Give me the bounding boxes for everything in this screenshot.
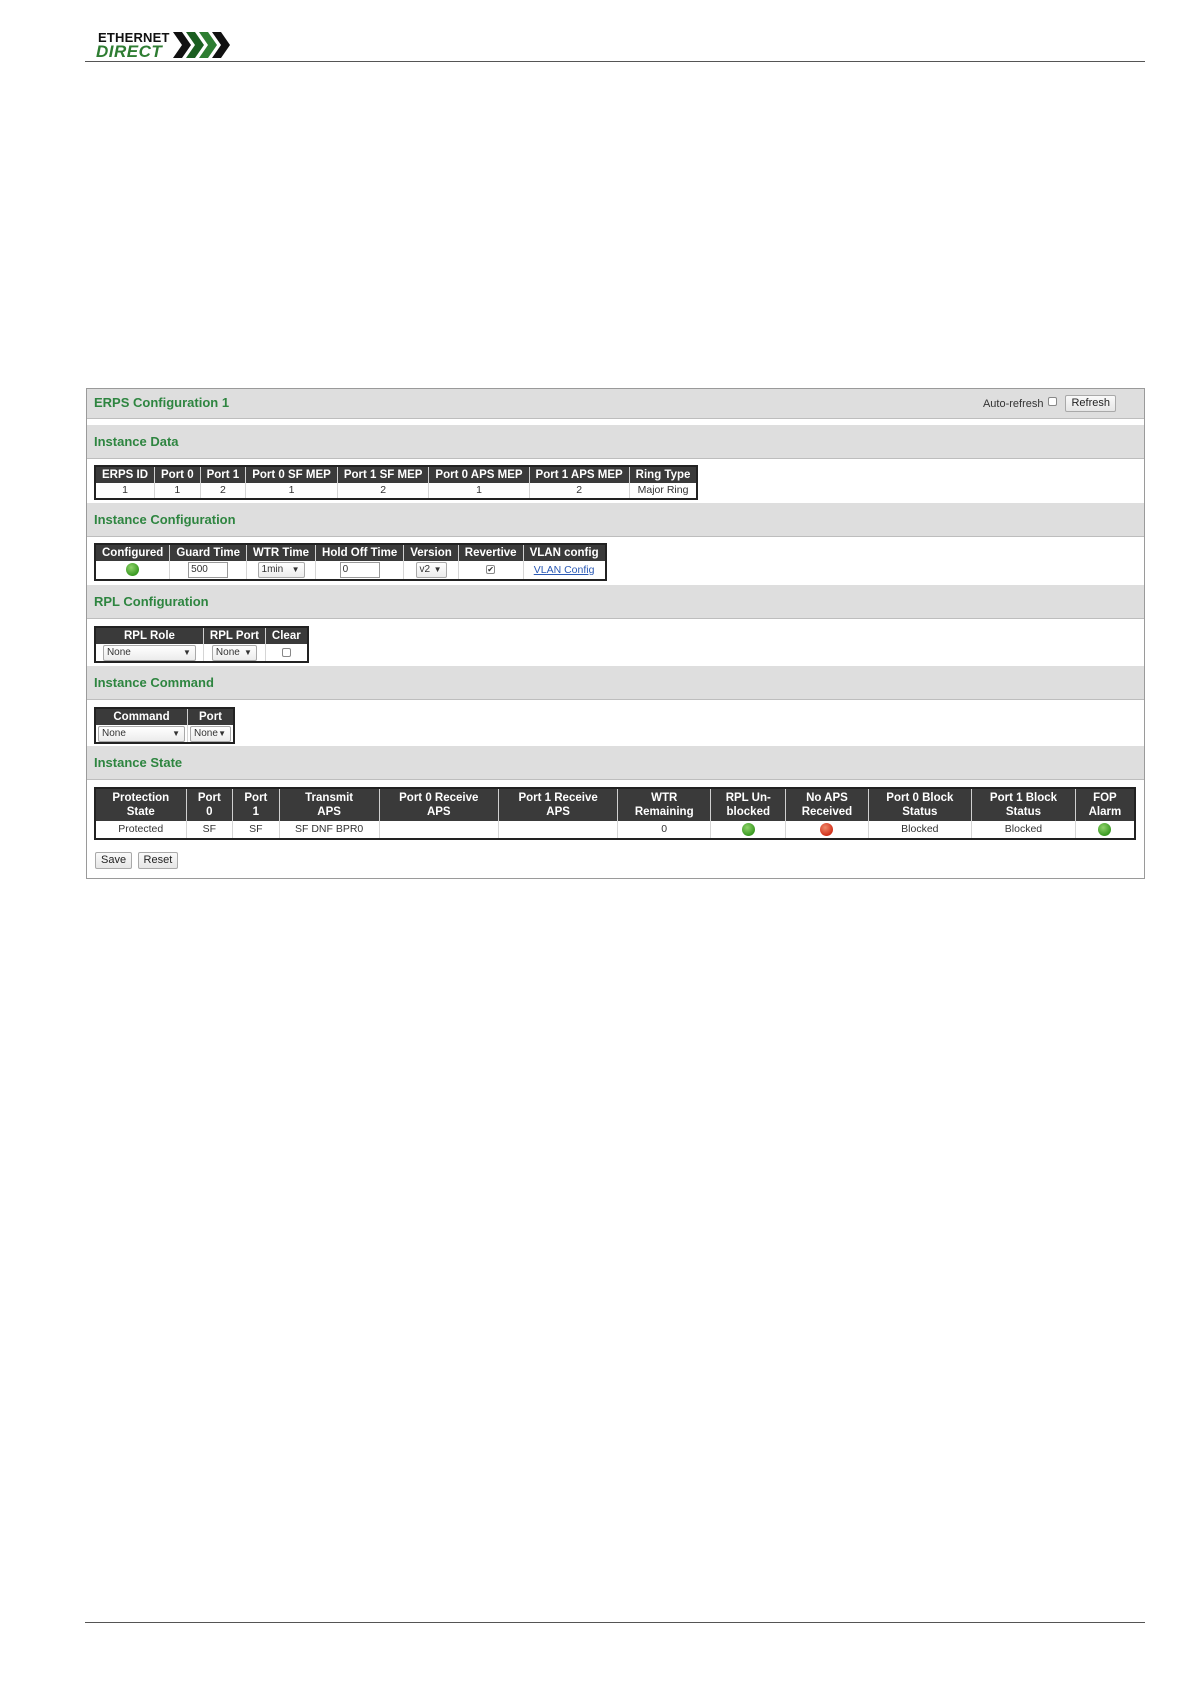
port0-value: 1 bbox=[155, 483, 201, 499]
rpl-role-value: None bbox=[106, 646, 131, 658]
port0-block-status-value: Blocked bbox=[868, 821, 972, 839]
header-line: Port 0 Block bbox=[886, 792, 954, 804]
header-line: Status bbox=[1005, 806, 1042, 818]
instance-data-table bbox=[94, 465, 698, 500]
col-port0: Port 0 bbox=[155, 466, 201, 483]
col-protection-state bbox=[95, 788, 186, 821]
instance-configuration-bar bbox=[87, 503, 1144, 537]
header-line: APS bbox=[546, 806, 570, 818]
table-header-row bbox=[95, 544, 606, 561]
header-line: Status bbox=[902, 806, 938, 818]
col-rpl-unblocked bbox=[711, 788, 786, 821]
chevron-down-icon: ▼ bbox=[172, 728, 180, 738]
save-button[interactable]: Save bbox=[95, 852, 132, 869]
erps-id-value: 1 bbox=[95, 483, 155, 499]
protection-state-value: Protected bbox=[95, 821, 186, 839]
no-aps-received-cell bbox=[786, 821, 868, 839]
col-ring-type: Ring Type bbox=[629, 466, 697, 483]
col-command: Command bbox=[95, 708, 188, 725]
configured-status-icon bbox=[126, 563, 139, 576]
logo-line-1: ETHERNET bbox=[98, 30, 170, 45]
instance-state-bar bbox=[87, 746, 1144, 780]
col-fop-alarm bbox=[1075, 788, 1135, 821]
col-rpl-role: RPL Role bbox=[95, 627, 203, 644]
panel-title-bar bbox=[87, 389, 1144, 419]
table-header-row bbox=[95, 788, 1135, 821]
col-port1-aps-mep: Port 1 APS MEP bbox=[529, 466, 629, 483]
revertive-checkbox[interactable] bbox=[486, 565, 495, 574]
command-port-select[interactable] bbox=[190, 726, 231, 742]
header-line: RPL Un- bbox=[725, 792, 771, 804]
header-divider bbox=[85, 61, 1145, 62]
guard-time-cell bbox=[170, 561, 247, 580]
state-port1-value: SF bbox=[233, 821, 280, 839]
panel-title: ERPS Configuration 1 bbox=[94, 395, 230, 410]
chevron-down-icon: ▼ bbox=[433, 565, 442, 574]
hold-off-time-input[interactable]: 0 bbox=[340, 562, 380, 578]
header-line: Port bbox=[244, 792, 268, 804]
footer-divider bbox=[85, 1622, 1145, 1623]
rpl-port-cell bbox=[203, 644, 265, 662]
col-wtr-time: WTR Time bbox=[247, 544, 316, 561]
table-row bbox=[95, 644, 308, 662]
version-value: v2 bbox=[419, 564, 431, 575]
rpl-configuration-title: RPL Configuration bbox=[94, 594, 209, 609]
guard-time-input[interactable]: 500 bbox=[188, 562, 228, 578]
header-line: Alarm bbox=[1088, 806, 1122, 818]
table-header-row bbox=[95, 708, 234, 725]
instance-configuration-table bbox=[94, 543, 607, 581]
table-row bbox=[95, 725, 234, 743]
header-line: Port 1 Receive bbox=[518, 792, 598, 804]
header-line: Port 1 Block bbox=[989, 792, 1058, 804]
port1-sf-mep-value: 2 bbox=[337, 483, 429, 499]
version-cell bbox=[404, 561, 459, 580]
rpl-configuration-table bbox=[94, 626, 309, 663]
port0-sf-mep-value: 1 bbox=[246, 483, 338, 499]
clear-cell bbox=[265, 644, 307, 662]
col-wtr-remaining bbox=[618, 788, 711, 821]
header-line: blocked bbox=[726, 806, 770, 818]
version-select[interactable] bbox=[416, 562, 447, 578]
erps-configuration-panel bbox=[86, 388, 1145, 879]
reset-button[interactable]: Reset bbox=[138, 852, 179, 869]
header-line: WTR bbox=[651, 792, 678, 804]
header-line: Remaining bbox=[634, 806, 694, 818]
col-port0-receive-aps bbox=[379, 788, 498, 821]
header-line: FOP bbox=[1093, 792, 1117, 804]
rpl-configuration-bar bbox=[87, 585, 1144, 619]
port1-value: 2 bbox=[200, 483, 246, 499]
col-port1: Port 1 bbox=[200, 466, 246, 483]
header-line: Protection bbox=[112, 792, 170, 804]
header-line: Port bbox=[197, 792, 221, 804]
logo-line-2: DIRECT bbox=[96, 42, 163, 61]
port0-receive-aps-value bbox=[379, 821, 498, 839]
wtr-time-value: 1min bbox=[261, 564, 284, 575]
instance-data-bar bbox=[87, 425, 1144, 459]
no-aps-received-status-icon bbox=[820, 823, 833, 836]
header-line: APS bbox=[426, 806, 451, 818]
rpl-unblocked-status-icon bbox=[742, 823, 755, 836]
wtr-remaining-value: 0 bbox=[618, 821, 711, 839]
rpl-role-select[interactable] bbox=[103, 645, 196, 661]
col-port0-sf-mep: Port 0 SF MEP bbox=[246, 466, 338, 483]
col-state-port1 bbox=[233, 788, 280, 821]
header-line: State bbox=[126, 806, 155, 818]
ring-type-value: Major Ring bbox=[629, 483, 697, 499]
chevron-down-icon: ▼ bbox=[218, 728, 226, 738]
ethernet-direct-logo bbox=[96, 28, 231, 62]
fop-alarm-status-icon bbox=[1098, 823, 1111, 836]
col-no-aps-received bbox=[786, 788, 868, 821]
col-port1-block-status bbox=[972, 788, 1076, 821]
transmit-aps-value: SF DNF BPR0 bbox=[279, 821, 379, 839]
table-header-row bbox=[95, 627, 308, 644]
instance-configuration-title: Instance Configuration bbox=[94, 512, 236, 527]
col-clear: Clear bbox=[265, 627, 307, 644]
instance-command-title: Instance Command bbox=[94, 675, 214, 690]
clear-checkbox[interactable] bbox=[282, 648, 291, 657]
col-port1-receive-aps bbox=[498, 788, 617, 821]
wtr-time-cell bbox=[247, 561, 316, 580]
col-vlan-config: VLAN config bbox=[523, 544, 606, 561]
col-guard-time: Guard Time bbox=[170, 544, 247, 561]
rpl-port-value: None bbox=[215, 646, 240, 658]
col-hold-off-time: Hold Off Time bbox=[316, 544, 404, 561]
command-cell bbox=[95, 725, 188, 743]
col-port0-aps-mep: Port 0 APS MEP bbox=[429, 466, 529, 483]
instance-data-title: Instance Data bbox=[94, 434, 179, 449]
command-value: None bbox=[102, 727, 126, 739]
header-line: No APS bbox=[806, 792, 848, 804]
instance-state-table bbox=[94, 787, 1136, 840]
vlan-config-link[interactable]: VLAN Config bbox=[533, 563, 595, 576]
header-line: Transmit bbox=[305, 792, 354, 804]
col-state-port0 bbox=[186, 788, 233, 821]
chevron-down-icon: ▼ bbox=[244, 647, 252, 657]
col-version: Version bbox=[404, 544, 459, 561]
port1-receive-aps-value bbox=[498, 821, 617, 839]
wtr-time-select[interactable] bbox=[258, 562, 305, 578]
header-line: Port 0 Receive bbox=[399, 792, 479, 804]
header-line: 0 bbox=[206, 806, 213, 818]
chevron-down-icon: ▼ bbox=[291, 565, 300, 574]
state-port0-value: SF bbox=[186, 821, 233, 839]
table-row bbox=[95, 483, 697, 499]
logo-chevrons-icon bbox=[173, 30, 231, 60]
header-line: APS bbox=[317, 806, 341, 818]
rpl-role-cell bbox=[95, 644, 203, 662]
header-line: 1 bbox=[252, 806, 260, 818]
configured-cell bbox=[95, 561, 170, 580]
col-revertive: Revertive bbox=[458, 544, 523, 561]
header-line: Received bbox=[801, 806, 853, 818]
port1-aps-mep-value: 2 bbox=[529, 483, 629, 499]
col-erps-id: ERPS ID bbox=[95, 466, 155, 483]
col-configured: Configured bbox=[95, 544, 170, 561]
form-buttons bbox=[95, 850, 179, 869]
col-port0-block-status bbox=[868, 788, 972, 821]
hold-off-time-cell bbox=[316, 561, 404, 580]
col-rpl-port: RPL Port bbox=[203, 627, 265, 644]
col-port: Port bbox=[188, 708, 235, 725]
port-cell bbox=[188, 725, 235, 743]
table-header-row bbox=[95, 466, 697, 483]
rpl-port-select[interactable] bbox=[212, 645, 257, 661]
vlan-config-cell bbox=[523, 561, 606, 580]
table-row bbox=[95, 821, 1135, 839]
auto-refresh-label: Auto-refresh bbox=[982, 397, 1044, 410]
instance-command-table bbox=[94, 707, 235, 744]
instance-command-bar bbox=[87, 666, 1144, 700]
instance-state-title: Instance State bbox=[94, 755, 183, 770]
table-row bbox=[95, 561, 606, 580]
rpl-unblocked-cell bbox=[711, 821, 786, 839]
command-port-value: None bbox=[194, 727, 218, 739]
refresh-controls bbox=[983, 395, 1116, 412]
col-port1-sf-mep: Port 1 SF MEP bbox=[337, 466, 429, 483]
chevron-down-icon: ▼ bbox=[183, 647, 191, 657]
command-select[interactable] bbox=[98, 726, 185, 742]
auto-refresh-checkbox[interactable] bbox=[1048, 397, 1057, 406]
refresh-button[interactable]: Refresh bbox=[1065, 395, 1116, 412]
col-transmit-aps bbox=[279, 788, 379, 821]
fop-alarm-cell bbox=[1075, 821, 1135, 839]
port0-aps-mep-value: 1 bbox=[429, 483, 529, 499]
port1-block-status-value: Blocked bbox=[972, 821, 1076, 839]
revertive-cell bbox=[458, 561, 523, 580]
